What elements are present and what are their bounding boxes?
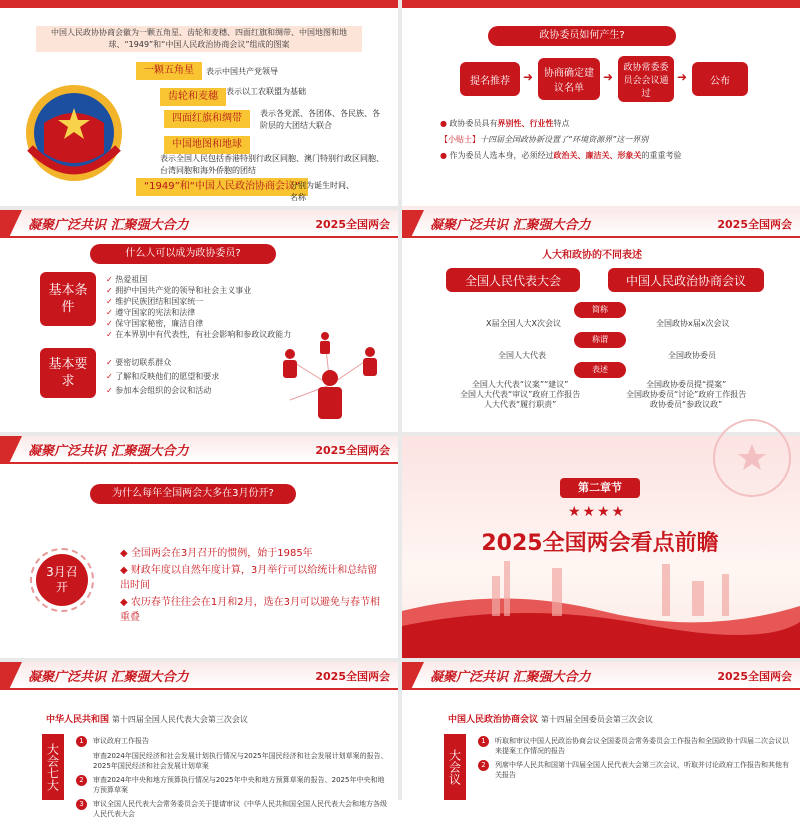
list-item: ✓ 了解和反映他们的愿望和要求 xyxy=(106,370,219,384)
arrow-icon: ➜ xyxy=(677,70,688,84)
reason-text: 全国两会在3月召开的惯例，始于1985年 xyxy=(130,548,313,559)
slide-npc-agenda[interactable] xyxy=(0,662,398,818)
agenda-text: 列席中华人民共和国第十四届全国人民代表大会第三次会议，听取并讨论政府工作报告和其他有关报告 xyxy=(495,761,789,779)
emblem-desc-3: 表示全国人民包括香港特别行政区同胞、澳门特别行政区同胞、台湾同胞和海外侨胞的团结 xyxy=(160,154,384,175)
emblem-tag-4: “1949”和“中国人民政治协商会议” xyxy=(136,178,308,196)
cppcc-title-name: 全国政协委员 xyxy=(668,351,716,360)
arrow-icon: ➜ xyxy=(603,70,614,84)
slide-cppcc-agenda[interactable] xyxy=(402,662,800,800)
slide-why-march[interactable] xyxy=(0,436,398,658)
reason-item xyxy=(120,546,384,561)
emblem-tag-1: 齿轮和麦穗 xyxy=(160,88,226,106)
reasons-list xyxy=(120,546,384,627)
tip: 【小贴士】十四届全国政协新设置了“环境资源界”这一界别 xyxy=(440,135,649,144)
chapter-title: 2025全国两会看点前瞻 xyxy=(481,531,719,556)
reason-item xyxy=(120,563,384,593)
slide-how-members-produced[interactable] xyxy=(402,0,800,206)
emblem-tag-2: 四面红旗和绸带 xyxy=(164,110,250,128)
emblem-desc-4: 分别为诞生时间、名称 xyxy=(290,181,354,202)
slide-who-can-be-member[interactable] xyxy=(0,210,398,432)
slide-header xyxy=(402,662,800,690)
people-network-icon xyxy=(270,330,390,428)
slide-header xyxy=(0,436,398,464)
header-title: 凝聚广泛共识 汇聚强大合力 xyxy=(28,670,189,685)
agenda-row xyxy=(76,751,388,771)
compare-title: 人大和政协的不同表述 xyxy=(542,250,642,261)
top-band xyxy=(402,0,800,8)
star-row-icon: ★★★★ xyxy=(568,504,627,520)
header-wave xyxy=(0,436,22,464)
agenda-text: 审查2024年国民经济和社会发展计划执行情况与2025年国民经济和社会发展计划草案的报告、2025年国民经济和社会发展计划草案 xyxy=(93,752,388,770)
agenda-text: 听取和审议中国人民政治协商会议全国委员会常务委员会工作报告和全国政协十四届二次会议以来提案工作情况的报告 xyxy=(495,737,789,755)
header-year: 2025全国两会 xyxy=(717,218,792,231)
step-nominate: 提名推荐 xyxy=(460,62,520,96)
agenda-text: 审议政府工作报告 xyxy=(93,737,149,745)
header-title: 凝聚广泛共识 汇聚强大合力 xyxy=(430,670,591,685)
header-title: 凝聚广泛共识 汇聚强大合力 xyxy=(28,218,189,233)
step-publish: 公布 xyxy=(692,62,748,96)
diamond-icon: ◆ xyxy=(120,565,131,576)
label-expression: 表述 xyxy=(574,362,626,378)
agenda-text: 审查2024年中央和地方预算执行情况与2025年中央和地方预算草案的报告、2025年中央和地方预算草案 xyxy=(93,776,385,794)
agenda-number: 3 xyxy=(76,799,87,810)
agenda-number: 2 xyxy=(478,760,489,771)
header-title: 凝聚广泛共识 汇聚强大合力 xyxy=(28,444,189,459)
meeting-heading: 中华人民共和国 第十四届全国人民代表大会第三次会议 xyxy=(46,715,248,725)
emblem-tag-0: 一颗五角星 xyxy=(136,62,202,80)
slide-emblem[interactable] xyxy=(0,0,398,206)
header-wave xyxy=(402,662,424,690)
emblem-intro: 中国人民政协协商会徽为一颗五角星、齿轮和麦穗、四面红旗和绸带、中国地图和地球、“1949”和“中国人民政治协商会议”组成的图案 xyxy=(36,26,362,52)
list-item: ✓ 拥护中国共产党的领导和社会主义事业 xyxy=(106,285,291,296)
question-pill: 什么人可以成为政协委员? xyxy=(90,244,276,264)
npc-expression: 全国人大代表“议案”“建议” 全国人大代表“审议”政府工作报告 人大代表“履行职责” xyxy=(460,380,581,409)
header-wave xyxy=(402,210,424,238)
reason-item xyxy=(120,595,384,625)
basic-conditions-list xyxy=(106,274,291,340)
list-item: ✓ 热爱祖国 xyxy=(106,274,291,285)
diamond-icon: ◆ xyxy=(120,597,131,608)
cppcc-abbrev: 全国政协x届x次会议 xyxy=(656,319,730,328)
step-consult: 协商确定建议名单 xyxy=(538,58,600,100)
agenda-number: 1 xyxy=(478,736,489,747)
cppcc-expression: 全国政协委员提“提案” 全国政协委员“讨论”政府工作报告 政协委员“参政议政” xyxy=(626,380,747,409)
npc-agenda-list xyxy=(76,736,388,823)
cppcc-title: 中国人民政治协商会议 xyxy=(608,268,764,292)
emblem-tag-3: 中国地图和地球 xyxy=(164,136,250,154)
side-label: 大会议 xyxy=(444,734,466,800)
reason-text: 农历春节往往会在1月和2月，选在3月可以避免与春节相重叠 xyxy=(120,597,380,623)
header-wave xyxy=(0,210,22,238)
npc-title: 全国人民代表大会 xyxy=(446,268,580,292)
agenda-row xyxy=(76,799,388,819)
slide-header xyxy=(402,210,800,238)
bullet-2: ● 作为委员人选本身，必须经过政治关、廉洁关、形象关的重重考验 xyxy=(440,151,682,160)
agenda-row xyxy=(76,736,388,747)
reason-text: 财政年度以自然年度计算，3月举行可以给统计和总结留出时间 xyxy=(120,565,378,591)
slide-chapter-2[interactable] xyxy=(402,436,800,658)
question-pill: 为什么每年全国两会大多在3月份开? xyxy=(90,484,296,504)
cppcc-emblem-icon xyxy=(14,78,134,188)
list-item: ✓ 参加本会组织的会议和活动 xyxy=(106,384,219,398)
question-pill: 政协委员如何产生? xyxy=(488,26,676,46)
emblem-desc-2: 表示各党派、各团体、各民族、各阶层的大团结大联合 xyxy=(260,109,380,130)
list-item: ✓ 遵守国家的宪法和法律 xyxy=(106,307,291,318)
label-title: 称谓 xyxy=(574,332,626,348)
header-year: 2025全国两会 xyxy=(717,670,792,683)
emblem-desc-1: 表示以工农联盟为基础 xyxy=(226,87,306,96)
meeting-heading: 中国人民政治协商会议 第十四届全国委员会第三次会议 xyxy=(448,715,653,725)
agenda-row xyxy=(76,775,388,795)
arrow-icon: ➜ xyxy=(523,70,534,84)
slide-header xyxy=(0,662,398,690)
basic-conditions-label: 基本条件 xyxy=(40,272,96,326)
step-approve: 政协常委委员会会议通过 xyxy=(618,56,674,102)
agenda-number: 2 xyxy=(76,775,87,786)
march-circle: 3月召开 xyxy=(36,554,88,606)
npc-abbrev: X届全国人大X次会议 xyxy=(486,319,561,328)
basic-requirements-label: 基本要求 xyxy=(40,348,96,398)
slide-header xyxy=(0,210,398,238)
basic-requirements-list xyxy=(106,356,219,398)
bullet-1: ● 政协委员具有界别性、行业性特点 xyxy=(440,119,570,128)
header-year: 2025全国两会 xyxy=(315,218,390,231)
emblem-desc-0: 表示中国共产党领导 xyxy=(206,67,278,76)
npc-title-name: 全国人大代表 xyxy=(498,351,546,360)
agenda-row xyxy=(478,760,790,780)
list-item: ✓ 在本界别中有代表性，有社会影响和参政议政能力 xyxy=(106,329,291,340)
agenda-text: 审议全国人民代表大会常务委员会关于提请审议《中华人民共和国全国人民代表大会和地方各级人民代表大会 xyxy=(93,800,387,818)
label-abbrev: 简称 xyxy=(574,302,626,318)
list-item: ✓ 保守国家秘密，廉洁自律 xyxy=(106,318,291,329)
chapter-badge: 第二章节 xyxy=(560,478,640,498)
header-year: 2025全国两会 xyxy=(315,670,390,683)
side-label: 大会七大 xyxy=(42,734,64,800)
list-item: ✓ 要密切联系群众 xyxy=(106,356,219,370)
header-year: 2025全国两会 xyxy=(315,444,390,457)
agenda-row xyxy=(478,736,790,756)
agenda-number: 1 xyxy=(76,736,87,747)
header-title: 凝聚广泛共识 汇聚强大合力 xyxy=(430,218,591,233)
cppcc-agenda-list xyxy=(478,736,790,784)
slide-npc-vs-cppcc[interactable] xyxy=(402,210,800,432)
list-item: ✓ 维护民族团结和国家统一 xyxy=(106,296,291,307)
diamond-icon: ◆ xyxy=(120,548,131,559)
header-wave xyxy=(0,662,22,690)
top-band xyxy=(0,0,398,8)
